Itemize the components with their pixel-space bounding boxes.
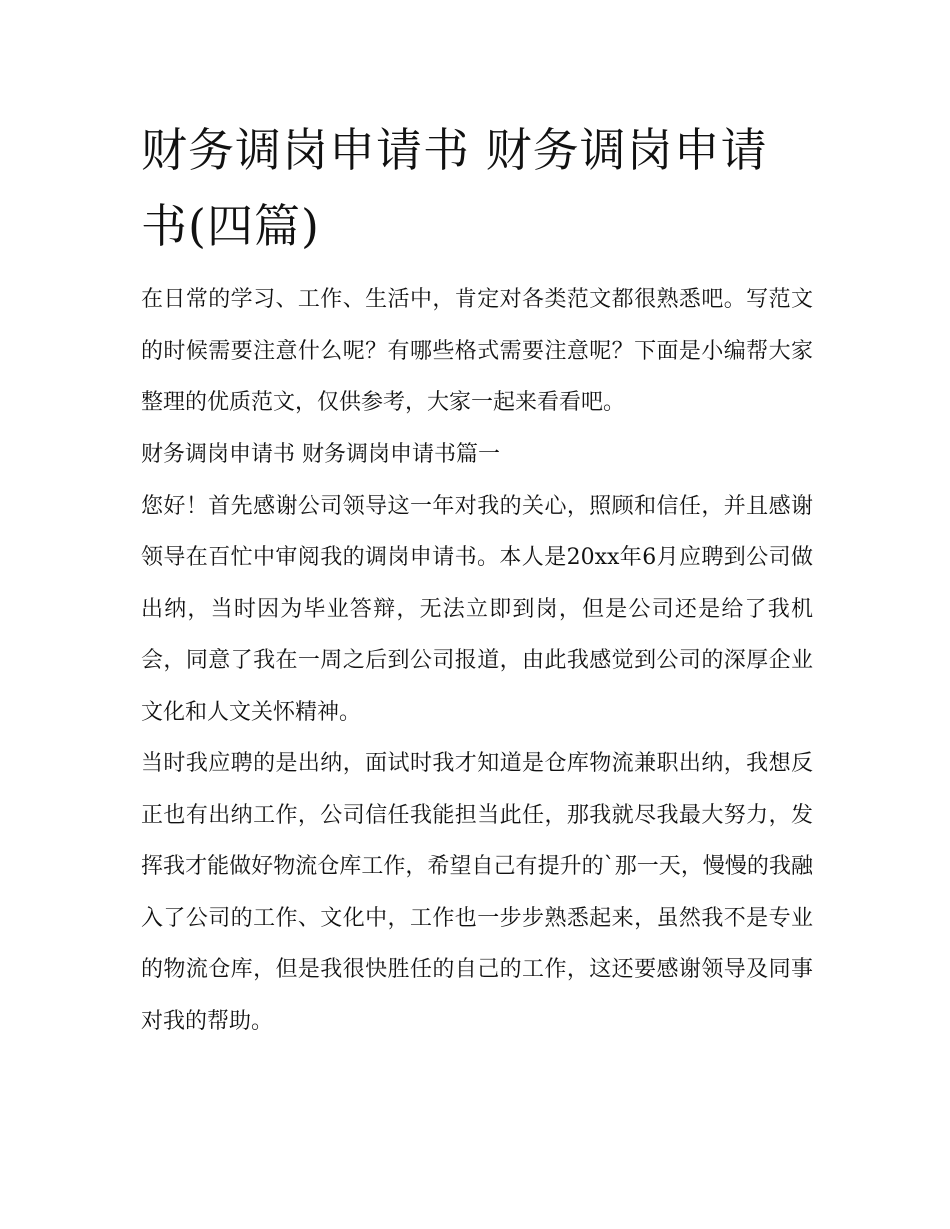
document-title: 财务调岗申请书 财务调岗申请书(四篇) (141, 123, 768, 253)
section-heading: 财务调岗申请书 财务调岗申请书篇一 (141, 441, 500, 467)
intro-paragraph: 在日常的学习、工作、生活中，肯定对各类范文都很熟悉吧。写范文的时候需要注意什么呢？有哪些格式需要注意呢？下面是小编帮大家整理的优质范文，仅供参考，大家一起来看看吧。 (141, 287, 813, 415)
body-paragraph-1: 您好！首先感谢公司领导这一年对我的关心，照顾和信任，并且感谢领导在百忙中审阅我的调岗申请书。本人是20xx年6月应聘到公司做出纳，当时因为毕业答辩，无法立即到岗，但是公司还是给了我机会，同意了我在一周之后到公司报道，由此我感觉到公司的深厚企业文化和人文关怀精神。 (141, 493, 813, 725)
body-paragraph-2: 当时我应聘的是出纳，面试时我才知道是仓库物流兼职出纳，我想反正也有出纳工作，公司信任我能担当此任，那我就尽我最大努力，发挥我才能做好物流仓库工作，希望自己有提升的`那一天，慢慢的我融入了公司的工作、文化中，工作也一步步熟悉起来，虽然我不是专业的物流仓库，但是我很快胜任的自己的工作，这还要感谢领导及同事对我的帮助。 (141, 751, 813, 1034)
document-body (141, 112, 813, 1047)
